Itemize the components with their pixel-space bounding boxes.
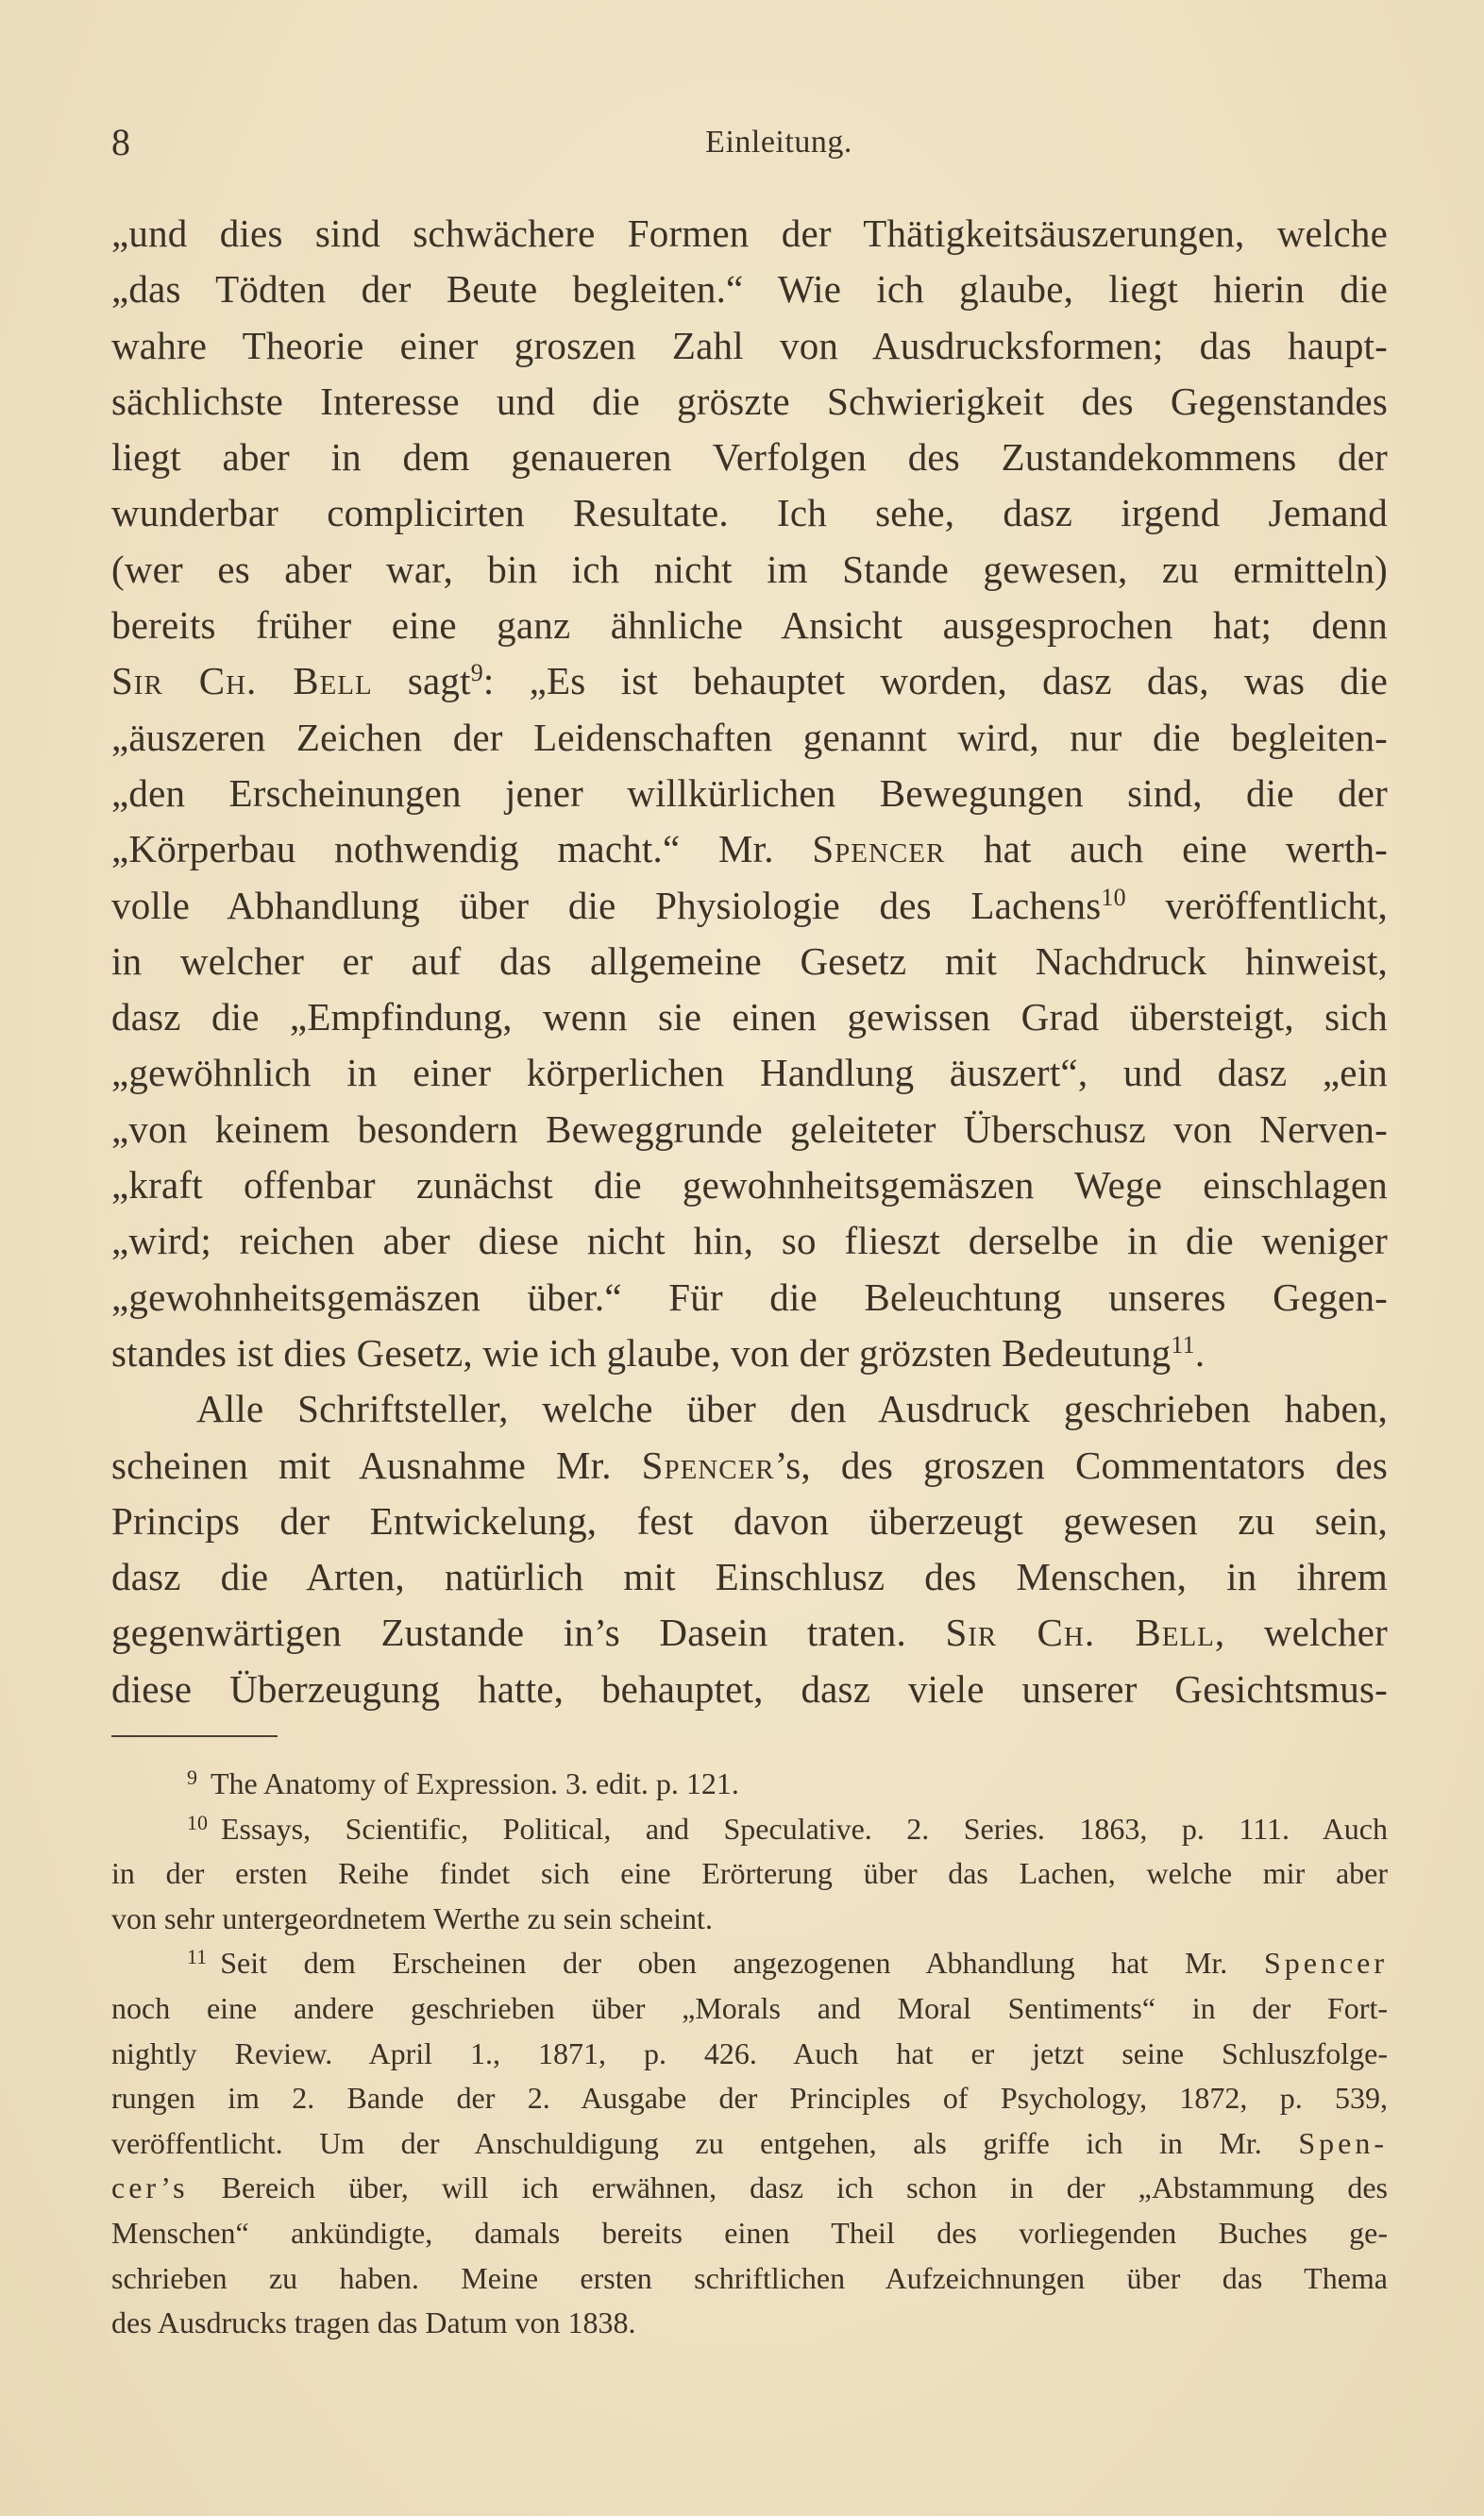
page-number: 8	[111, 121, 130, 163]
text-line: diese Überzeugung hatte, behauptet, dasz viele unserer Gesichtsmus-	[111, 1666, 1388, 1711]
footnote-text: Essays, Scientific, Political, and Speculative. 2. Series. 1863, p. 111. Auch	[221, 1811, 1388, 1846]
footnotes	[111, 1762, 1388, 2346]
footnote-line: schrieben zu haben. Meine ersten schriftlichen Aufzeichnungen über das Thema	[111, 2260, 1388, 2295]
footnote-number: 9	[187, 1765, 197, 1789]
text-line: wunderbar complicirten Resultate. Ich sehe, dasz irgend Jemand	[111, 491, 1388, 535]
footnote-line: rungen im 2. Bande der 2. Ausgabe der Principles of Psychology, 1872, p. 539,	[111, 2081, 1388, 2116]
footnote-text: Seit dem Erscheinen der oben angezogenen Abhandlung hat Mr.	[220, 1946, 1264, 1981]
author-name: Spencer	[1263, 1946, 1388, 1981]
text-fragment: standes ist dies Gesetz, wie ich glaube, von der grözsten Bedeutung	[111, 1330, 1172, 1375]
footnote-number: 11	[187, 1945, 208, 1969]
footnote-10	[111, 1807, 1388, 1852]
text-line: „gewohnheitsgemäszen über.“ Für die Beleuchtung unseres Gegen-	[111, 1275, 1388, 1319]
text-line	[111, 878, 1388, 934]
text-line: „kraft offenbar zunächst die gewohnheitsgemäszen Wege einschlagen	[111, 1163, 1388, 1207]
footnote-number: 10	[187, 1810, 208, 1834]
author-name: Sir Ch. Bell	[945, 1611, 1215, 1655]
running-title: Einleitung.	[705, 125, 852, 160]
author-name: Spencer	[812, 827, 946, 871]
main-text	[111, 206, 1388, 1717]
text-line: „das Tödten der Beute begleiten.“ Wie ich glaube, liegt hierin die	[111, 267, 1388, 312]
footnote-ref: 11	[1171, 1330, 1195, 1359]
author-name: cer’s	[111, 2170, 189, 2205]
text-fragment: volle Abhandlung über die Physiologie des Lachens	[111, 883, 1102, 927]
text-line	[111, 653, 1388, 709]
text-fragment: hat auch eine werth-	[945, 827, 1388, 871]
footnote-11	[111, 1941, 1388, 1986]
running-head	[111, 111, 1390, 168]
footnote-ref: 9	[470, 659, 483, 687]
text-line: dasz die Arten, natürlich mit Einschlusz des Menschen, in ihrem	[111, 1555, 1388, 1599]
footnote-rule	[111, 1735, 278, 1737]
text-line	[111, 1605, 1388, 1661]
text-line: in welcher er auf das allgemeine Gesetz mit Nachdruck hinweist,	[111, 938, 1388, 983]
text-line: dasz die „Empfindung, wenn sie einen gewissen Grad übersteigt, sich	[111, 995, 1388, 1039]
footnote-line: von sehr untergeordnetem Werthe zu sein scheint.	[111, 1900, 713, 1935]
text-fragment: Bereich über, will ich erwähnen, dasz ich schon in der „Abstammung des	[188, 2170, 1388, 2205]
text-line: „von keinem besondern Beweggrunde geleiteter Überschusz von Nerven-	[111, 1106, 1388, 1151]
author-name: Sir Ch. Bell	[111, 659, 373, 703]
text-line	[111, 1438, 1388, 1494]
footnote-text: The Anatomy of Expression. 3. edit. p. 121.	[211, 1766, 739, 1800]
author-name: Spen-	[1298, 2125, 1388, 2160]
footnote-line: in der ersten Reihe findet sich eine Erörterung über das Lachen, welche mir aber	[111, 1856, 1388, 1891]
text-line: liegt aber in dem genaueren Verfolgen des Zustandekommens der	[111, 435, 1388, 480]
text-fragment: sagt	[372, 659, 471, 703]
text-line: „wird; reichen aber diese nicht hin, so flieszt derselbe in die weniger	[111, 1219, 1388, 1263]
text-fragment: : „Es ist behauptet worden, dasz das, was die	[482, 659, 1388, 703]
text-line: (wer es aber war, bin ich nicht im Stande gewesen, zu ermitteln)	[111, 547, 1388, 591]
text-line: wahre Theorie einer groszen Zahl von Ausdrucksformen; das haupt-	[111, 323, 1388, 367]
text-fragment: scheinen mit Ausnahme Mr.	[111, 1443, 642, 1487]
text-line: „und dies sind schwächere Formen der Thätigkeitsäuszerungen, welche	[111, 211, 1388, 255]
footnote-line: nightly Review. April 1., 1871, p. 426. Auch hat er jetzt seine Schluszfolge-	[111, 2035, 1388, 2070]
text-line: sächlichste Interesse und die gröszte Schwierigkeit des Gegenstandes	[111, 379, 1388, 423]
text-line: „gewöhnlich in einer körperlichen Handlung äuszert“, und dasz „ein	[111, 1051, 1388, 1095]
text-fragment: gegenwärtigen Zustande in’s Dasein traten.	[111, 1611, 946, 1655]
footnote-line: Menschen“ ankündigte, damals bereits einen Theil des vorliegenden Buches ge-	[111, 2215, 1388, 2250]
footnote-ref: 10	[1101, 883, 1126, 911]
text-line: „den Erscheinungen jener willkürlichen Bewegungen sind, die der	[111, 770, 1388, 815]
text-fragment: veröffentlicht,	[1125, 883, 1388, 927]
text-line: Princips der Entwickelung, fest davon überzeugt gewesen zu sein,	[111, 1498, 1388, 1543]
text-line	[111, 821, 1388, 877]
footnote-line: des Ausdrucks tragen das Datum von 1838.	[111, 2305, 636, 2340]
text-line: „äuszeren Zeichen der Leidenschaften genannt wird, nur die begleiten-	[111, 715, 1388, 759]
footnote-line	[111, 2166, 1388, 2211]
footnote-line: noch eine andere geschrieben über „Morals and Moral Sentiments“ in der Fort-	[111, 1990, 1388, 2025]
text-fragment: ’s, des groszen Commentators des	[774, 1443, 1388, 1487]
text-line: bereits früher eine ganz ähnliche Ansicht ausgesprochen hat; denn	[111, 603, 1388, 648]
text-fragment: , welcher	[1214, 1611, 1388, 1655]
footnote-9	[111, 1762, 1388, 1807]
text-fragment: „Körperbau nothwendig macht.“ Mr.	[111, 827, 813, 871]
footnote-line	[111, 2121, 1388, 2167]
text-line	[111, 1326, 1388, 1381]
text-fragment: .	[1194, 1330, 1206, 1375]
text-line: Alle Schriftsteller, welche über den Ausdruck geschrieben haben,	[196, 1387, 1388, 1431]
author-name: Spencer	[641, 1443, 775, 1487]
text-fragment: veröffentlicht. Um der Anschuldigung zu entgehen, als griffe ich in Mr.	[111, 2125, 1299, 2160]
